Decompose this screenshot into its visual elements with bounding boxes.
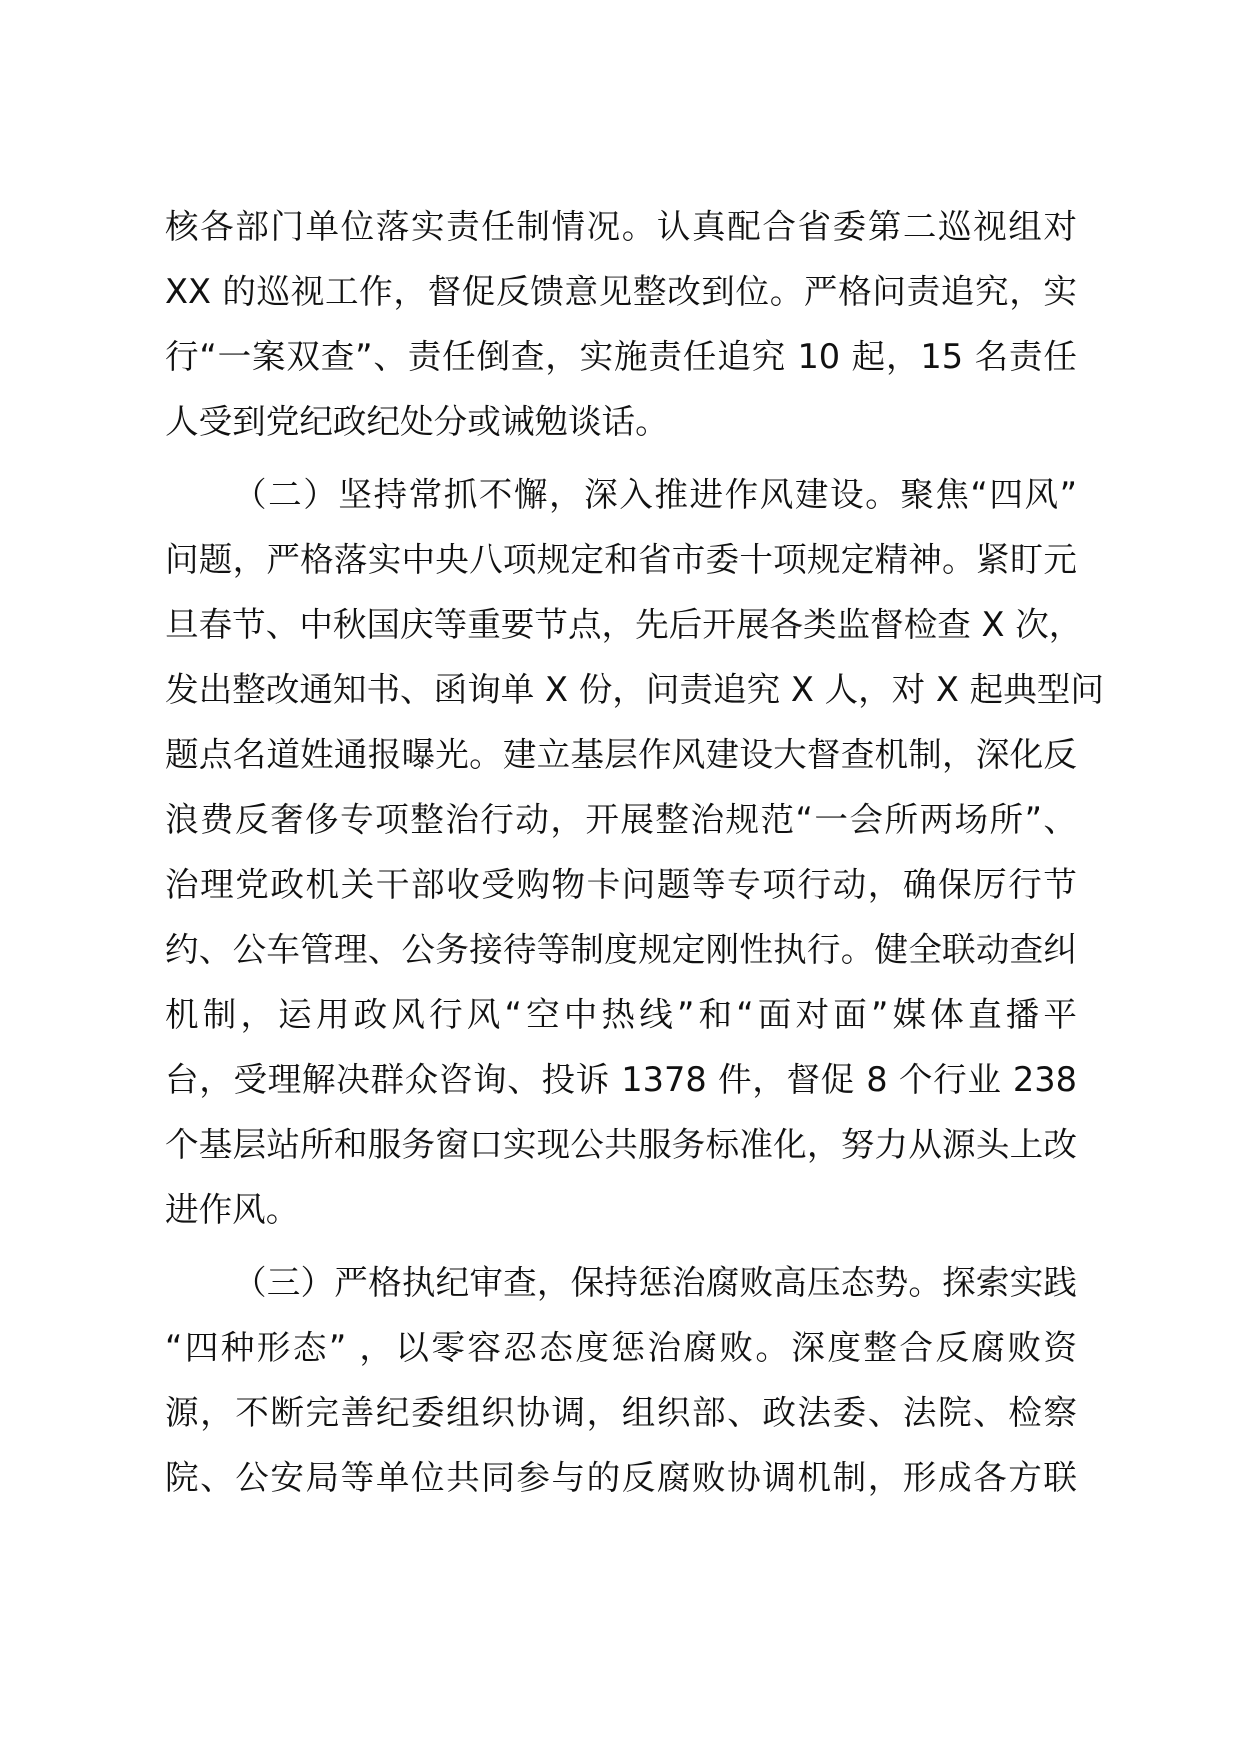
text-line: “四种形态” ，以零容忍态度惩治腐败。深度整合反腐败资 (165, 1328, 1077, 1367)
text-line: 浪费反奢侈专项整治行动，开展整治规范“一会所两场所”、 (165, 800, 1077, 839)
text-line: 题点名道姓通报曝光。建立基层作风建设大督查机制，深化反 (165, 735, 1077, 774)
text-line: 治理党政机关干部收受购物卡问题等专项行动，确保厉行节 (165, 865, 1077, 904)
paragraph-3 (165, 1250, 1077, 1510)
text-line: 问题，严格落实中央八项规定和省市委十项规定精神。紧盯元 (165, 540, 1077, 579)
paragraph-2 (165, 462, 1104, 1242)
text-line: 发出整改通知书、函询单 X 份，问责追究 X 人，对 X 起典型问 (165, 670, 1104, 709)
text-line: 核各部门单位落实责任制情况。认真配合省委第二巡视组对 (165, 207, 1077, 246)
paragraph-1 (165, 194, 1077, 454)
text-line: 人受到党纪政纪处分或诫勉谈话。 (165, 402, 669, 441)
text-line: 旦春节、中秋国庆等重要节点，先后开展各类监督检查 X 次， (165, 605, 1083, 644)
text-line: 约、公车管理、公务接待等制度规定刚性执行。健全联动查纠 (165, 930, 1077, 969)
text-line: 进作风。 (165, 1190, 300, 1229)
text-line: 台，受理解决群众咨询、投诉 1378 件，督促 8 个行业 238 (165, 1060, 1077, 1099)
text-line: XX 的巡视工作，督促反馈意见整改到位。严格问责追究，实 (165, 272, 1077, 311)
text-line: 源，不断完善纪委组织协调，组织部、政法委、法院、检察 (165, 1393, 1077, 1432)
text-line: （三）严格执纪审查，保持惩治腐败高压态势。探索实践 (233, 1263, 1077, 1302)
text-line: 机制，运用政风行风“空中热线”和“面对面”媒体直播平 (165, 995, 1077, 1034)
text-line: 院、公安局等单位共同参与的反腐败协调机制，形成各方联 (165, 1458, 1077, 1497)
document-body (165, 194, 1104, 1518)
text-line: 行“一案双查”、责任倒查，实施责任追究 10 起，15 名责任 (165, 337, 1077, 376)
text-line: （二）坚持常抓不懈，深入推进作风建设。聚焦“四风” (233, 475, 1077, 514)
text-line: 个基层站所和服务窗口实现公共服务标准化，努力从源头上改 (165, 1125, 1077, 1164)
